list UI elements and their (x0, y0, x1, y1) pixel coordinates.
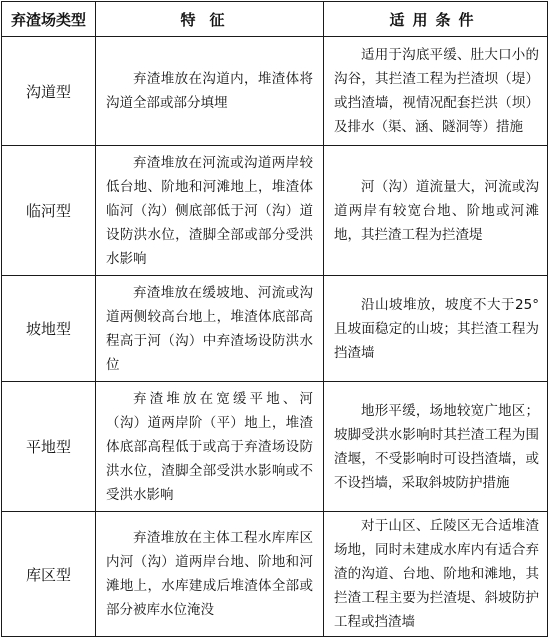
table-row (2, 37, 548, 146)
header-feature: 特征 (96, 2, 324, 37)
table-row (2, 382, 548, 512)
row-type-cell: 坡地型 (2, 276, 96, 382)
row-feature-cell: 弃渣堆放在沟道内，堆渣体将沟道全部或部分填埋 (96, 37, 324, 146)
row-condition-cell: 适用于沟底平缓、肚大口小的沟谷，其拦渣工程为拦渣坝（堤）或挡渣墙，视情况配套拦洪（坝）及排水（渠、涵、隧洞等）措施 (324, 37, 548, 146)
header-row (2, 2, 548, 37)
row-condition-cell: 河（沟）道流量大，河流或沟道两岸有较宽台地、阶地或河滩地，其拦渣工程为拦渣堤 (324, 146, 548, 276)
header-condition: 适用条件 (324, 2, 548, 37)
table-row (2, 512, 548, 637)
row-type-cell: 平地型 (2, 382, 96, 512)
row-feature-cell: 弃渣堆放在主体工程水库库区内河（沟）道两岸台地、阶地和河滩地上，水库建成后堆渣体全部或部分被库水位淹没 (96, 512, 324, 637)
row-feature-cell: 弃渣堆放在河流或沟道两岸较低台地、阶地和河滩地上，堆渣体临河（沟）侧底部低于河（沟）道设防洪水位，渣脚全部或部分受洪水影响 (96, 146, 324, 276)
table-row (2, 146, 548, 276)
row-condition-cell: 地形平缓，场地较宽广地区；坡脚受洪水影响时其拦渣工程为围渣堰，不受影响时可设挡渣墙，或不设挡墙，采取斜坡防护措施 (324, 382, 548, 512)
row-condition-cell: 沿山坡堆放，坡度不大于25°且坡面稳定的山坡；其拦渣工程为挡渣墙 (324, 276, 548, 382)
row-type-cell: 库区型 (2, 512, 96, 637)
table-row (2, 276, 548, 382)
row-type-cell: 沟道型 (2, 37, 96, 146)
row-condition-cell: 对于山区、丘陵区无合适堆渣场地，同时未建成水库内有适合弃渣的沟道、台地、阶地和滩地，其拦渣工程主要为拦渣堤、斜坡防护工程或挡渣墙 (324, 512, 548, 637)
row-type-cell: 临河型 (2, 146, 96, 276)
row-feature-cell: 弃渣堆放在宽缓平地、河（沟）道两岸阶（平）地上，堆渣体底部高程低于或高于弃渣场设防洪水位，渣脚全部受洪水影响或不受洪水影响 (96, 382, 324, 512)
slag-site-types-table (1, 1, 548, 637)
header-type: 弃渣场类型 (2, 2, 96, 37)
row-feature-cell: 弃渣堆放在缓坡地、河流或沟道两侧较高台地上，堆渣体底部高程高于河（沟）中弃渣场设防洪水位 (96, 276, 324, 382)
